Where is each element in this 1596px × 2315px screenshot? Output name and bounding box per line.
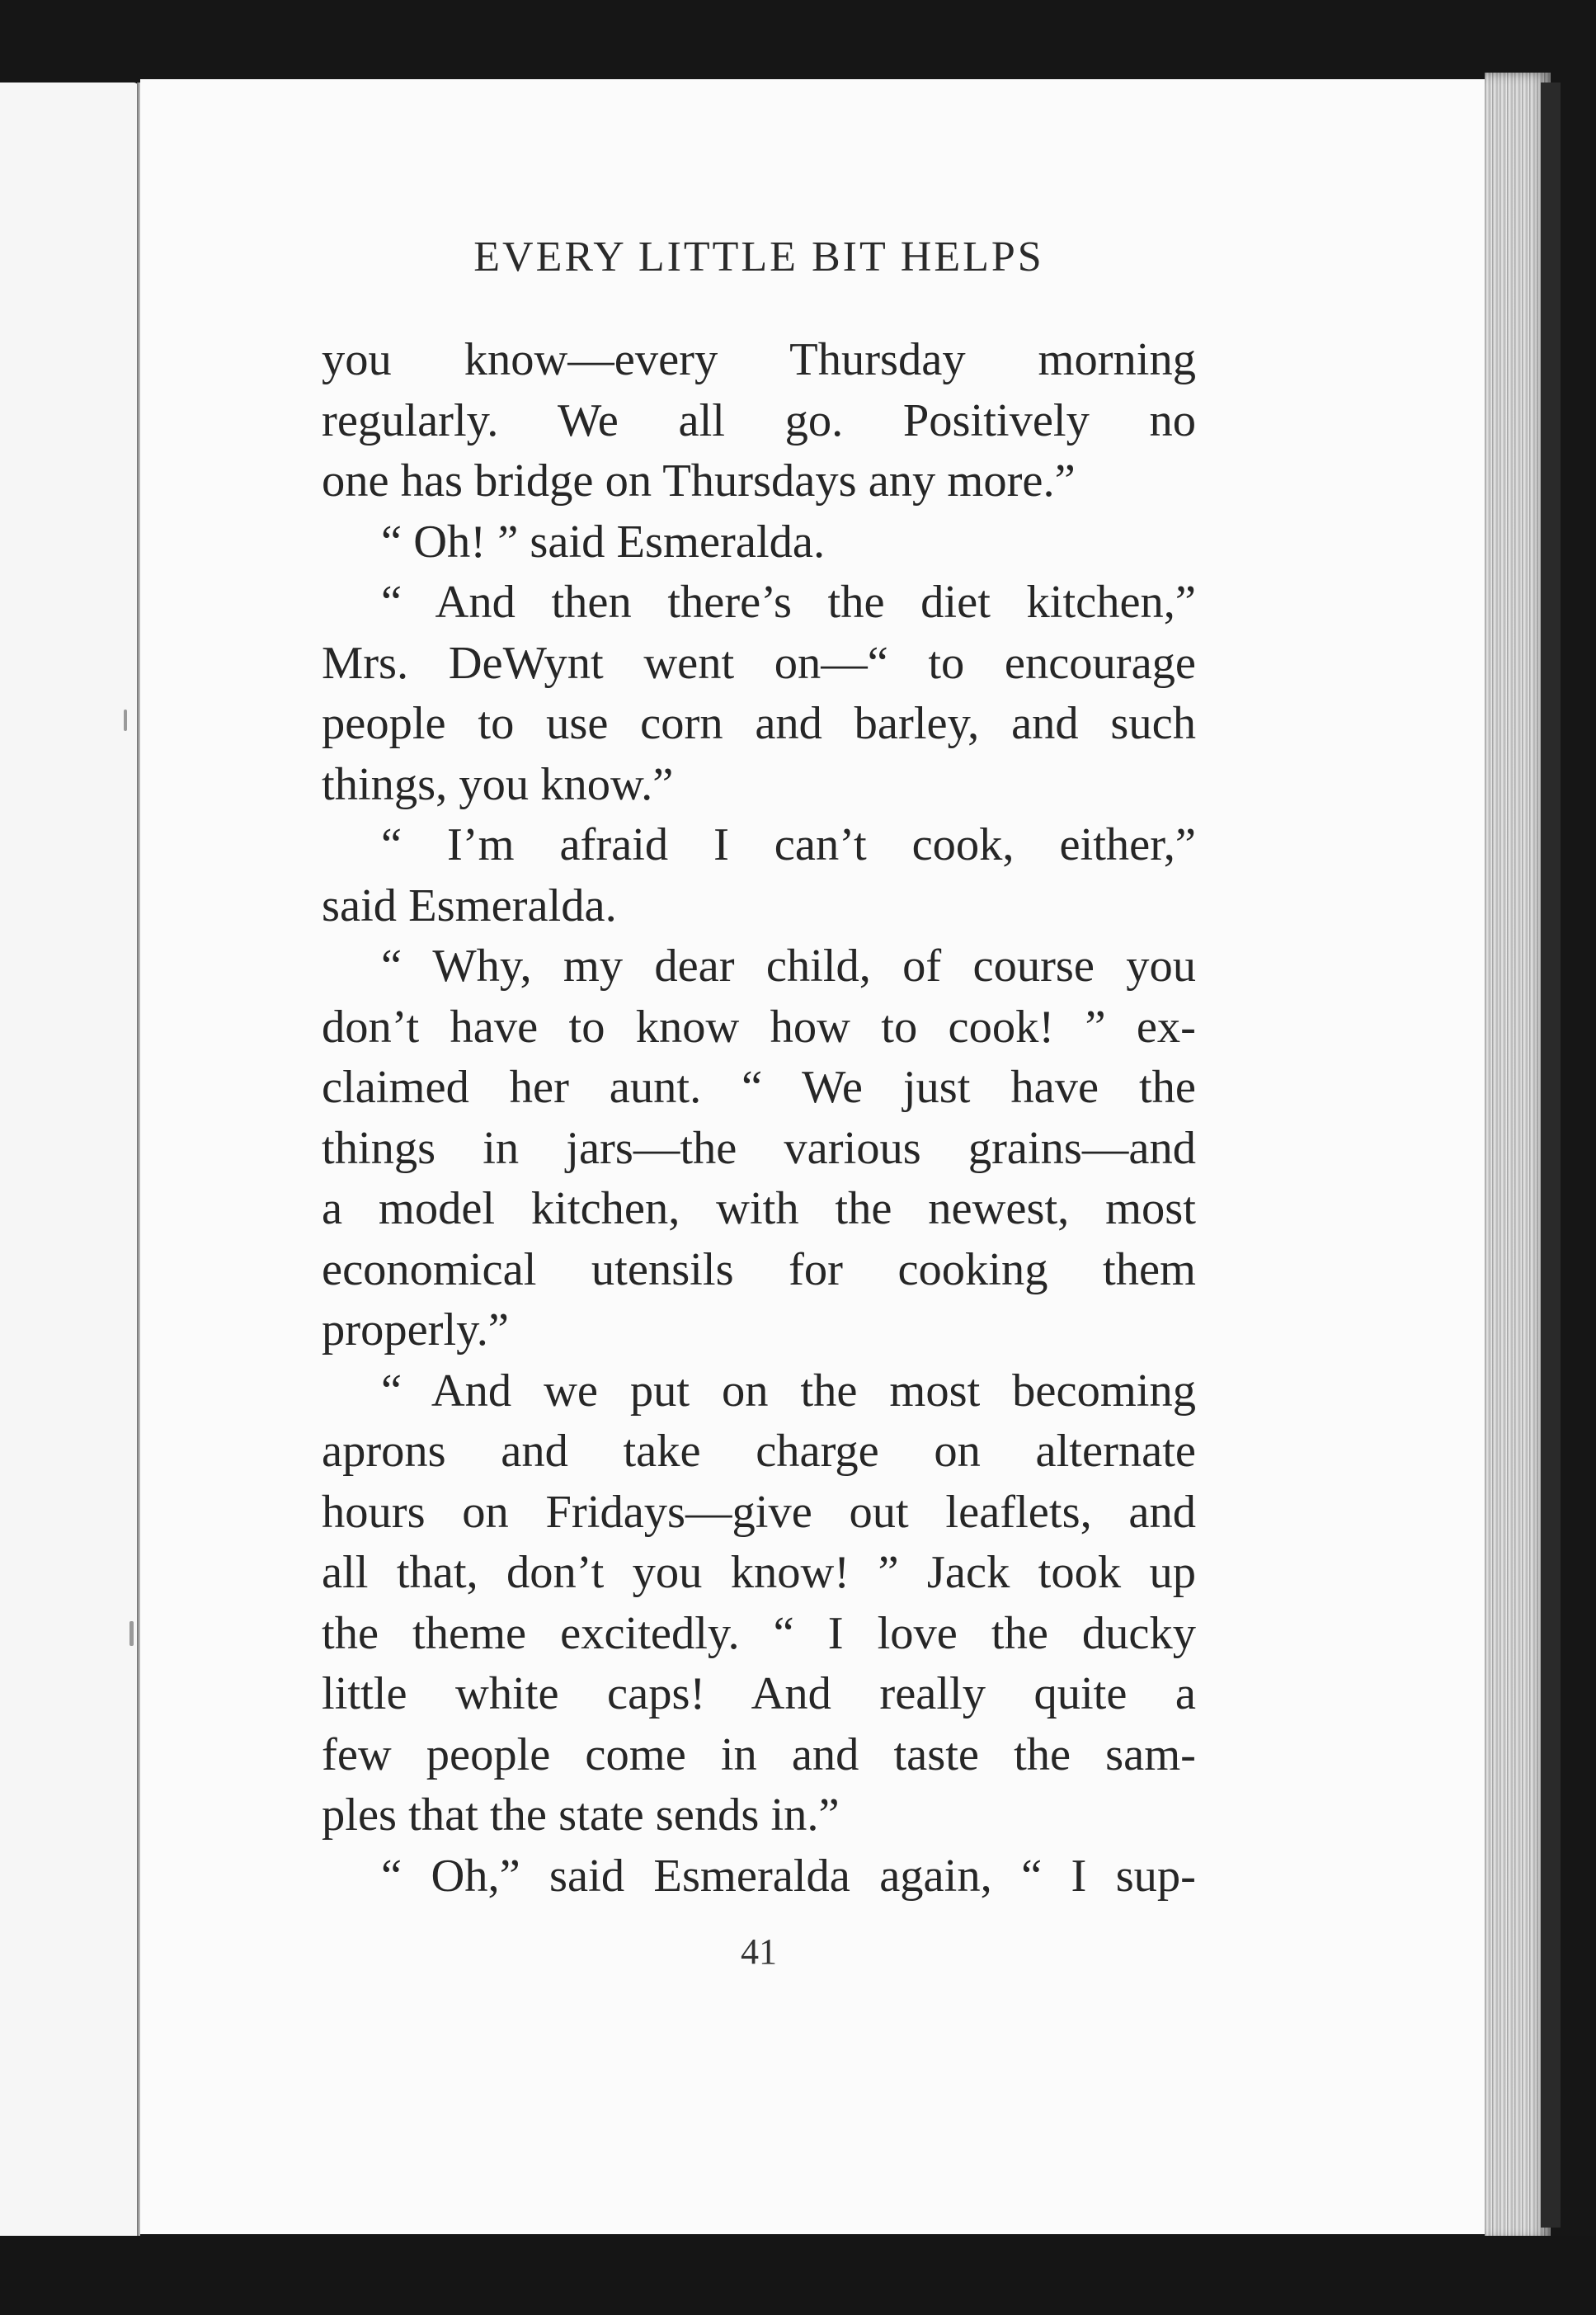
page-mark [129, 1621, 134, 1646]
text-line: aprons and take charge on alternate [322, 1426, 1196, 1477]
text-line: don’t have to know how to cook! ” ex- [322, 1001, 1196, 1053]
text-line: the theme excitedly. “ I love the ducky [322, 1607, 1196, 1659]
text-line: economical utensils for cooking them [322, 1243, 1196, 1295]
running-head: EVERY LITTLE BIT HELPS [473, 233, 1044, 281]
text-line: a model kitchen, with the newest, most [322, 1183, 1196, 1234]
text-line: things in jars—the various grains—and [322, 1122, 1196, 1174]
text-line: “ And we put on the most becoming [381, 1365, 1196, 1417]
text-line: Mrs. DeWynt went on—“ to encourage [322, 637, 1196, 689]
text-line: said Esmeralda. [322, 879, 617, 931]
previous-page-edge [0, 83, 139, 2236]
page-number: 41 [741, 1931, 777, 1972]
page-body-text [322, 330, 1196, 1907]
text-line: hours on Fridays—give out leaflets, and [322, 1486, 1196, 1538]
text-line: one has bridge on Thursdays any more.” [322, 455, 1076, 507]
text-line: “ I’m afraid I can’t cook, either,” [381, 819, 1196, 870]
text-line: few people come in and taste the sam- [322, 1728, 1196, 1780]
text-line: “ And then there’s the diet kitchen,” [381, 577, 1196, 628]
text-line: properly.” [322, 1304, 509, 1356]
text-line: “ Oh,” said Esmeralda again, “ I sup- [381, 1850, 1196, 1902]
text-line: ples that the state sends in.” [322, 1789, 840, 1841]
text-line: things, you know.” [322, 758, 674, 810]
page-mark [124, 710, 127, 731]
book-cover-edge [1541, 83, 1561, 2228]
text-line: “ Oh! ” said Esmeralda. [381, 516, 826, 568]
scan-bottom-border [0, 2236, 1596, 2315]
text-line: people to use corn and barley, and such [322, 698, 1196, 749]
text-line: little white caps! And really quite a [322, 1668, 1196, 1719]
text-line: regularly. We all go. Positively no [322, 394, 1196, 446]
text-line: “ Why, my dear child, of course you [381, 941, 1196, 992]
text-line: claimed her aunt. “ We just have the [322, 1062, 1196, 1113]
text-line: you know—every Thursday morning [322, 334, 1196, 385]
text-line: all that, don’t you know! ” Jack took up [322, 1547, 1196, 1598]
